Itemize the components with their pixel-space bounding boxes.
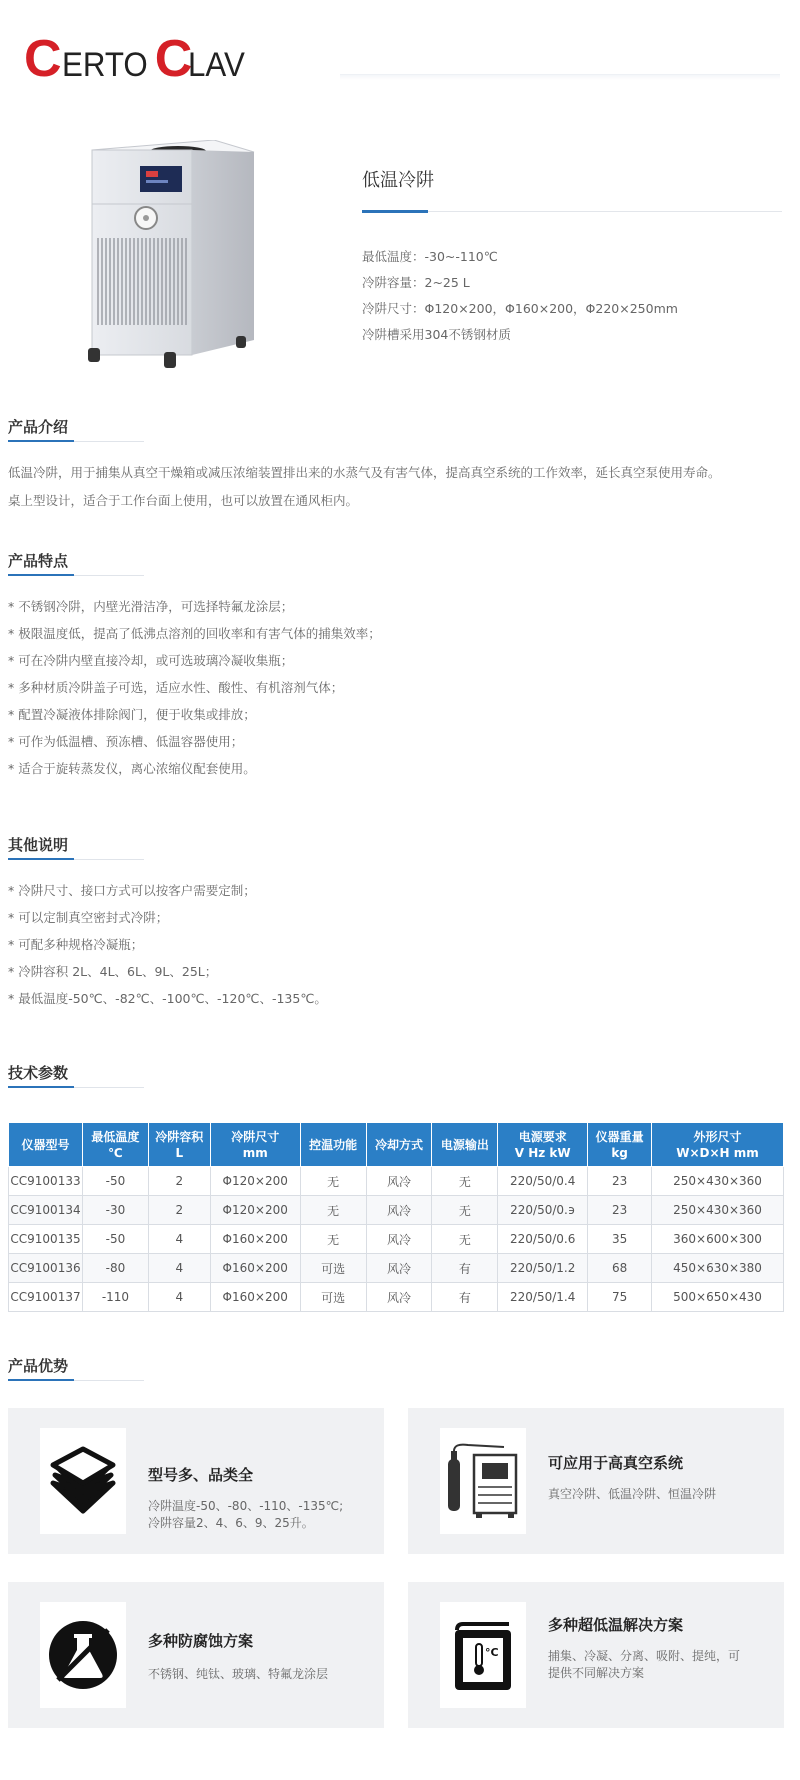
table-cell: 23 <box>588 1167 652 1196</box>
table-cell: 220/50/0.6 <box>498 1225 588 1254</box>
table-cell: 有 <box>432 1283 498 1312</box>
anti-corrosion-flask-icon <box>40 1602 126 1708</box>
spec-table <box>8 1122 784 1312</box>
table-cell: 风冷 <box>366 1254 432 1283</box>
advantage-title: 可应用于高真空系统 <box>548 1454 684 1472</box>
advantage-desc-line: 捕集、冷凝、分离、吸附、提纯，可 <box>548 1649 741 1663</box>
params-accent <box>8 1086 74 1088</box>
table-header-cell: 冷阱容积 L <box>148 1123 210 1167</box>
table-header-cell: 电源要求 V Hz kW <box>498 1123 588 1167</box>
svg-text:°C: °C <box>485 1646 499 1659</box>
table-cell: 无 <box>432 1225 498 1254</box>
table-cell: 360×600×300 <box>652 1225 784 1254</box>
table-cell: 风冷 <box>366 1225 432 1254</box>
table-header-cell: 外形尺寸 W×D×H mm <box>652 1123 784 1167</box>
table-cell: 250×430×360 <box>652 1167 784 1196</box>
features-heading: 产品特点 <box>8 552 69 570</box>
table-cell: 4 <box>148 1283 210 1312</box>
table-cell: CC9100134 <box>9 1196 83 1225</box>
table-cell: -110 <box>82 1283 148 1312</box>
intro-heading: 产品介绍 <box>8 418 69 436</box>
logo-initial-2: C <box>154 30 193 88</box>
advantage-desc-line: 真空冷阱、低温冷阱、恒温冷阱 <box>548 1487 717 1501</box>
table-cell: 75 <box>588 1283 652 1312</box>
table-cell: Φ160×200 <box>210 1283 300 1312</box>
table-header-cell: 仪器型号 <box>9 1123 83 1167</box>
feature-item: * 可在冷阱内壁直接冷却，或可选玻璃冷凝收集瓶； <box>8 653 294 668</box>
table-header-cell: 最低温度 ℃ <box>82 1123 148 1167</box>
table-cell: 风冷 <box>366 1196 432 1225</box>
table-cell: 无 <box>300 1167 366 1196</box>
features-accent <box>8 574 74 576</box>
notes-heading: 其他说明 <box>8 836 69 854</box>
product-spec-list <box>362 244 678 348</box>
table-cell: 4 <box>148 1254 210 1283</box>
table-cell: 无 <box>432 1167 498 1196</box>
advantage-desc <box>148 1666 368 1683</box>
product-image <box>86 140 256 375</box>
notes-list <box>8 877 788 1012</box>
table-cell: 可选 <box>300 1283 366 1312</box>
advantage-desc <box>548 1486 768 1503</box>
note-item: * 可以定制真空密封式冷阱； <box>8 910 169 925</box>
spec-item: 冷阱槽采用304不锈钢材质 <box>362 327 511 342</box>
table-cell: 220/50/1.2 <box>498 1254 588 1283</box>
logo-rest-1: ERTO <box>61 46 148 84</box>
intro-line: 桌上型设计，适合于工作台面上使用，也可以放置在通风柜内。 <box>8 493 359 508</box>
table-cell: 35 <box>588 1225 652 1254</box>
table-cell: 有 <box>432 1254 498 1283</box>
table-header-cell: 仪器重量 kg <box>588 1123 652 1167</box>
header-divider <box>340 74 780 80</box>
intro-text <box>8 459 788 515</box>
thermometer-book-icon <box>440 1602 526 1708</box>
table-cell: 23 <box>588 1196 652 1225</box>
advantages-heading: 产品优势 <box>8 1357 69 1375</box>
table-cell: 500×650×430 <box>652 1283 784 1312</box>
advantage-desc-line: 提供不同解决方案 <box>548 1666 645 1680</box>
table-cell: Φ120×200 <box>210 1196 300 1225</box>
feature-item: * 极限温度低，提高了低沸点溶剂的回收率和有害气体的捕集效率； <box>8 626 381 641</box>
advantage-desc-line: 不锈钢、纯钛、玻璃、特氟龙涂层 <box>148 1667 329 1681</box>
stacked-layers-icon <box>40 1428 126 1534</box>
table-header-cell: 冷阱尺寸 mm <box>210 1123 300 1167</box>
advantage-desc <box>148 1498 368 1532</box>
table-cell: CC9100135 <box>9 1225 83 1254</box>
note-item: * 可配多种规格冷凝瓶； <box>8 937 144 952</box>
table-cell: 68 <box>588 1254 652 1283</box>
advantage-desc <box>548 1648 768 1682</box>
table-cell: -80 <box>82 1254 148 1283</box>
feature-item: * 多种材质冷阱盖子可选，适应水性、酸性、有机溶剂气体； <box>8 680 344 695</box>
table-cell: 可选 <box>300 1254 366 1283</box>
spec-item: 最低温度：-30~-110℃ <box>362 249 498 264</box>
table-cell: 2 <box>148 1196 210 1225</box>
note-item: * 冷阱容积 2L、4L、6L、9L、25L； <box>8 964 218 979</box>
table-header-cell: 电源输出 <box>432 1123 498 1167</box>
table-cell: -50 <box>82 1225 148 1254</box>
advantage-title: 多种超低温解决方案 <box>548 1616 684 1634</box>
table-cell: 220/50/0.϶ <box>498 1196 588 1225</box>
notes-accent <box>8 858 74 860</box>
advantage-card-variety <box>8 1408 384 1554</box>
advantage-card-ultralow <box>408 1582 784 1728</box>
table-cell: 风冷 <box>366 1167 432 1196</box>
table-cell: 4 <box>148 1225 210 1254</box>
note-item: * 最低温度-50℃、-82℃、-100℃、-120℃、-135℃。 <box>8 991 327 1006</box>
params-heading: 技术参数 <box>8 1064 69 1082</box>
product-title: 低温冷阱 <box>362 170 434 191</box>
feature-item: * 适合于旋转蒸发仪，离心浓缩仪配套使用。 <box>8 761 256 776</box>
logo-initial-1: C <box>24 30 62 88</box>
feature-item: * 不锈钢冷阱，内壁光滑洁净，可选择特氟龙涂层； <box>8 599 294 614</box>
product-title-accent <box>362 210 428 213</box>
table-row <box>9 1167 784 1196</box>
table-cell: -30 <box>82 1196 148 1225</box>
table-row <box>9 1283 784 1312</box>
table-cell: CC9100136 <box>9 1254 83 1283</box>
advantage-card-vacuum <box>408 1408 784 1554</box>
table-header-cell: 控温功能 <box>300 1123 366 1167</box>
feature-item: * 可作为低温槽、预冻槽、低温容器使用； <box>8 734 244 749</box>
table-cell: 250×430×360 <box>652 1196 784 1225</box>
table-cell: Φ160×200 <box>210 1225 300 1254</box>
table-cell: 2 <box>148 1167 210 1196</box>
advantage-title: 多种防腐蚀方案 <box>148 1632 254 1650</box>
table-row <box>9 1196 784 1225</box>
spec-item: 冷阱容量：2~25 L <box>362 275 470 290</box>
table-cell: Φ160×200 <box>210 1254 300 1283</box>
intro-accent <box>8 440 74 442</box>
advantages-accent <box>8 1379 74 1381</box>
table-cell: 450×630×380 <box>652 1254 784 1283</box>
advantage-desc-line: 冷阱容量2、4、6、9、25升。 <box>148 1516 314 1530</box>
spec-item: 冷阱尺寸：Φ120×200，Φ160×200，Φ220×250mm <box>362 301 678 316</box>
table-cell: CC9100137 <box>9 1283 83 1312</box>
note-item: * 冷阱尺寸、接口方式可以按客户需要定制； <box>8 883 256 898</box>
table-cell: 无 <box>432 1196 498 1225</box>
vacuum-system-icon <box>440 1428 526 1534</box>
features-list <box>8 593 788 782</box>
table-cell: -50 <box>82 1167 148 1196</box>
advantage-title: 型号多、品类全 <box>148 1466 254 1484</box>
table-cell: 无 <box>300 1225 366 1254</box>
logo-rest-2: LAV <box>188 46 246 84</box>
table-cell: 风冷 <box>366 1283 432 1312</box>
table-header-cell: 冷却方式 <box>366 1123 432 1167</box>
advantage-card-anticorrosion <box>8 1582 384 1728</box>
intro-line: 低温冷阱，用于捕集从真空干燥箱或减压浓缩装置排出来的水蒸气及有害气体，提高真空系统的工作效率，延长真空泵使用寿命。 <box>8 465 721 480</box>
table-cell: 220/50/0.4 <box>498 1167 588 1196</box>
table-cell: 无 <box>300 1196 366 1225</box>
feature-item: * 配置冷凝液体排除阀门，便于收集或排放； <box>8 707 256 722</box>
table-cell: CC9100133 <box>9 1167 83 1196</box>
table-row <box>9 1225 784 1254</box>
advantage-desc-line: 冷阱温度-50、-80、-110、-135℃; <box>148 1499 344 1513</box>
table-header-row <box>9 1123 784 1167</box>
table-cell: Φ120×200 <box>210 1167 300 1196</box>
brand-logo <box>24 30 250 88</box>
table-cell: 220/50/1.4 <box>498 1283 588 1312</box>
table-row <box>9 1254 784 1283</box>
